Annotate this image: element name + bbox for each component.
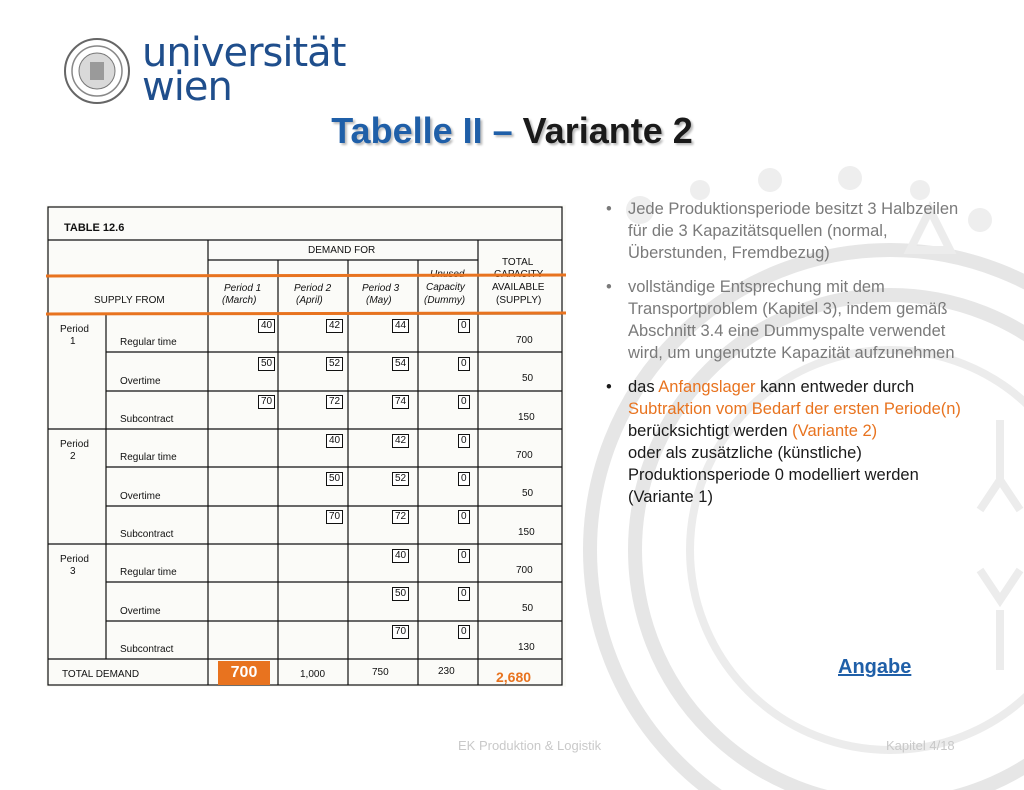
logo-wordmark: [142, 30, 346, 110]
bullet-item-1: [606, 198, 966, 264]
row-label-regular-2: Regular time: [120, 452, 177, 463]
col-dummy-label-3: (Dummy): [424, 295, 466, 306]
col-period-2-month: (April): [296, 295, 323, 306]
bullet-dot-icon: •: [606, 378, 612, 396]
bullet-2-text: vollständige Entsprechung mit dem Transportproblem (Kapitel 3), indem gemäß Abschnitt 3.4 eine Dummyspalte verwendet wird, um ungenutzte Kapazität aufzunehmen: [628, 278, 955, 362]
period-1-label: Period: [60, 324, 89, 335]
row-label-subcontract-2: Subcontract: [120, 529, 174, 540]
bullet-1-text: Jede Produktionsperiode besitzt 3 Halbzeilen für die 3 Kapazitätsquellen (normal, Überstunden, Fremdbezug): [628, 200, 959, 262]
demand-period-2: 1,000: [300, 669, 326, 680]
capacity-value: 130: [518, 642, 535, 653]
demand-period-1-highlight: 700: [218, 661, 270, 685]
capacity-value: 700: [516, 335, 533, 346]
bullet-3-t7: oder als zusätzliche (künstliche) Produktionsperiode 0 modelliert werden (Variante 1): [628, 444, 919, 506]
cost-cell: 0: [458, 510, 470, 524]
period-2-label: Period: [60, 439, 89, 450]
total-cap-l3: AVAILABLE: [492, 282, 545, 293]
demand-period-3: 750: [372, 667, 389, 678]
cost-cell: 40: [258, 319, 275, 333]
row-label-overtime-1: Overtime: [120, 376, 161, 387]
col-period-1-label: Period 1: [224, 283, 262, 294]
col-dummy-label-2: Capacity: [426, 282, 465, 293]
cost-cell: 74: [392, 395, 409, 409]
cost-cell: 72: [392, 510, 409, 524]
capacity-value: 700: [516, 450, 533, 461]
capacity-value: 150: [518, 412, 535, 423]
page-title: [0, 110, 1024, 152]
cost-cell: 70: [258, 395, 275, 409]
angabe-link[interactable]: Angabe: [838, 656, 912, 678]
col-period-1-month: (March): [222, 295, 257, 306]
cost-cell: 42: [326, 319, 343, 333]
cost-cell: 0: [458, 625, 470, 639]
col-period-3-label: Period 3: [362, 283, 400, 294]
grand-total: 2,680: [496, 669, 532, 685]
row-label-regular-1: Regular time: [120, 337, 177, 348]
row-label-subcontract-3: Subcontract: [120, 644, 174, 655]
col-period-3-month: (May): [366, 295, 392, 306]
title-part-1: Tabelle II –: [331, 110, 513, 151]
bullet-dot-icon: •: [606, 278, 612, 296]
period-2-number: 2: [70, 451, 76, 462]
capacity-value: 50: [522, 373, 534, 384]
bullet-3-anfangslager: Anfangslager: [658, 378, 756, 396]
col-period-2-label: Period 2: [294, 283, 332, 294]
cost-cell: 40: [326, 434, 343, 448]
demand-for-header: DEMAND FOR: [308, 245, 376, 256]
cost-cell: 70: [326, 510, 343, 524]
footer-page-number: Kapitel 4/18: [886, 738, 955, 753]
explanation-bullets: [606, 198, 966, 520]
logo-line-1: universität: [142, 30, 346, 76]
capacity-value: 700: [516, 565, 533, 576]
supply-from-header: SUPPLY FROM: [94, 295, 165, 306]
bullet-dot-icon: •: [606, 200, 612, 218]
cost-cell: 0: [458, 587, 470, 601]
cost-cell: 50: [326, 472, 343, 486]
cost-cell: 0: [458, 549, 470, 563]
bullet-3-variante-2: (Variante 2): [792, 422, 878, 440]
footer-course-name: EK Produktion & Logistik: [458, 738, 602, 753]
bullet-3-t3: kann entweder durch: [755, 378, 915, 396]
cost-cell: 50: [258, 357, 275, 371]
bullet-3-subtraktion: Subtraktion vom Bedarf der ersten Periode(n): [628, 400, 961, 418]
period-3-number: 3: [70, 566, 76, 577]
period-3-label: Period: [60, 554, 89, 565]
capacity-value: 50: [522, 488, 534, 499]
cost-cell: 54: [392, 357, 409, 371]
cost-cell: 0: [458, 357, 470, 371]
bullet-3-t5: berücksichtigt werden: [628, 422, 793, 440]
period-1-number: 1: [70, 336, 76, 347]
cost-cell: 44: [392, 319, 409, 333]
cost-cell: 42: [392, 434, 409, 448]
bullet-item-3: [606, 376, 966, 508]
capacity-value: 150: [518, 527, 535, 538]
row-label-regular-3: Regular time: [120, 567, 177, 578]
table-caption: TABLE 12.6: [64, 222, 125, 234]
cost-cell: 0: [458, 434, 470, 448]
cost-cell: 72: [326, 395, 343, 409]
cost-cell: 50: [392, 587, 409, 601]
row-label-overtime-3: Overtime: [120, 606, 161, 617]
total-demand-label: TOTAL DEMAND: [62, 669, 140, 680]
demand-dummy: 230: [438, 666, 455, 677]
cost-cell: 70: [392, 625, 409, 639]
total-cap-l4: (SUPPLY): [496, 295, 542, 306]
cost-cell: 52: [392, 472, 409, 486]
cost-cell: 0: [458, 472, 470, 486]
cost-cell: 0: [458, 395, 470, 409]
capacity-value: 50: [522, 603, 534, 614]
title-part-2: Variante 2: [512, 110, 693, 151]
row-label-subcontract-1: Subcontract: [120, 414, 174, 425]
bullet-item-2: [606, 276, 966, 364]
cost-cell: 40: [392, 549, 409, 563]
cost-cell: 52: [326, 357, 343, 371]
row-label-overtime-2: Overtime: [120, 491, 161, 502]
bullet-3-t1: das: [628, 378, 659, 396]
total-cap-l1: TOTAL: [502, 257, 534, 268]
cost-cell: 0: [458, 319, 470, 333]
university-seal-icon: [62, 36, 132, 106]
logo-line-2: wien: [142, 64, 232, 110]
